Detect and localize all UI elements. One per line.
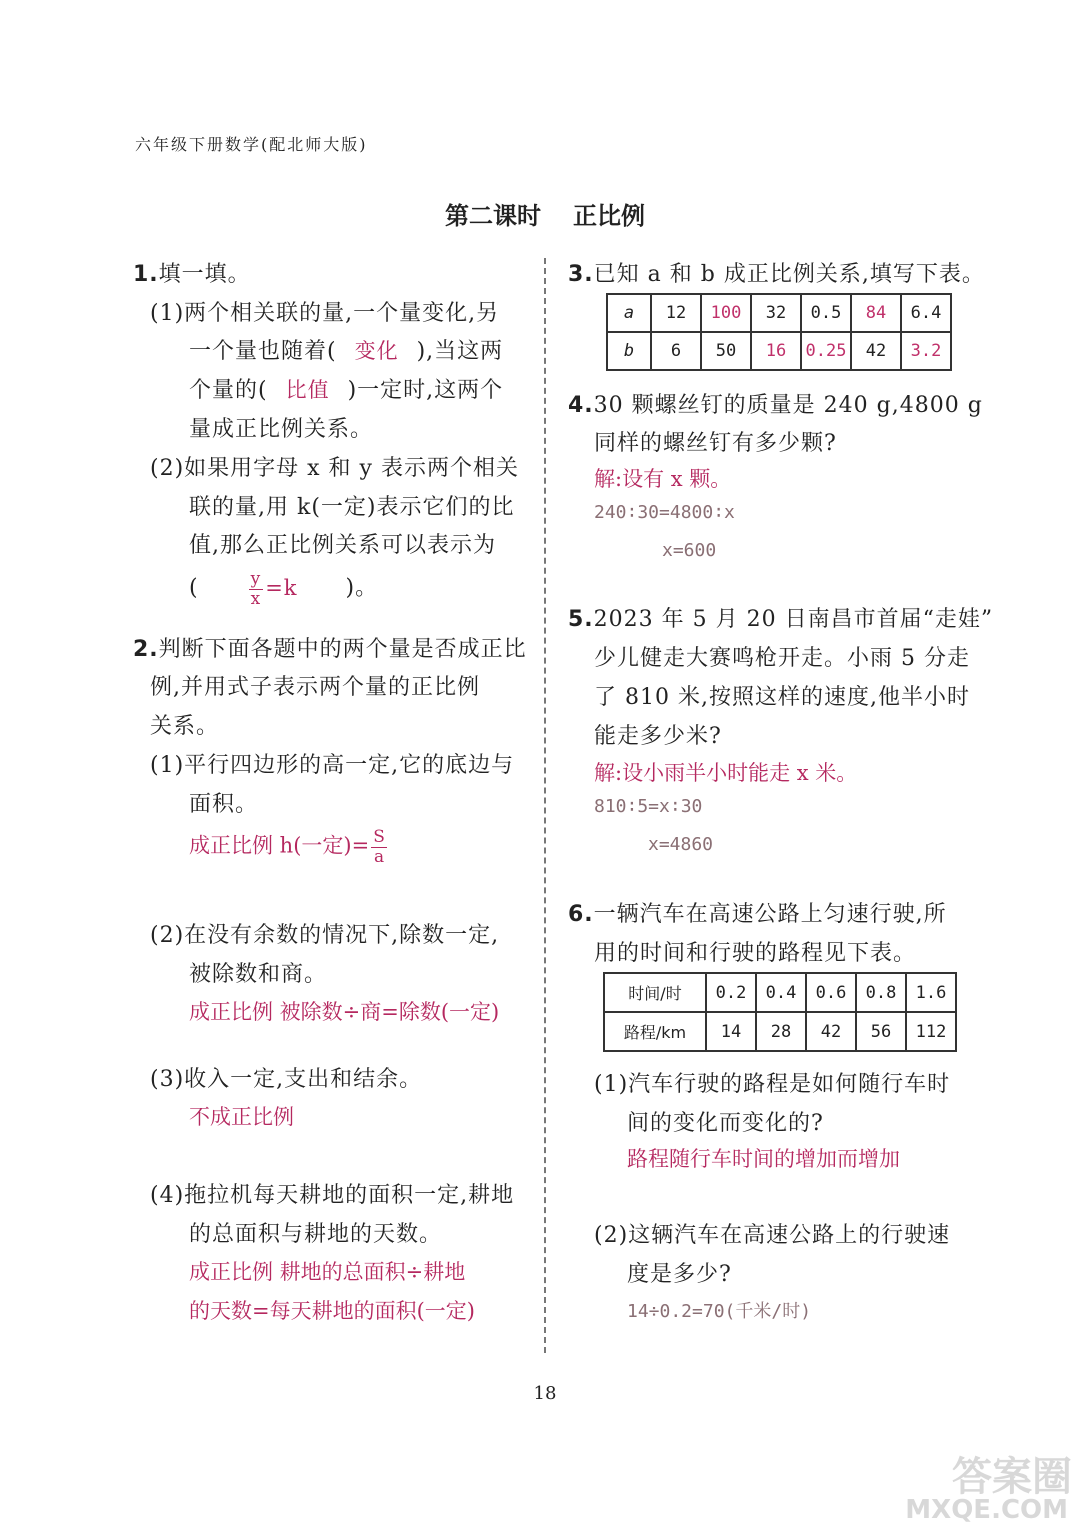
q5-answer3: x=4860: [648, 834, 714, 855]
q3-cell: 0.5: [801, 294, 851, 332]
q6-cell: 28: [756, 1012, 806, 1051]
q3-cell-answer: 100: [701, 294, 751, 332]
q6-cell: 0.6: [806, 973, 856, 1012]
book-header: 六年级下册数学(配北师大版): [135, 135, 368, 154]
q1-answer-change: 变化: [354, 339, 399, 363]
q2-s4-answer2: 的天数=每天耕地的面积(一定): [189, 1299, 475, 1323]
q6-s2-answer: 14÷0.2=70(千米/时): [627, 1301, 812, 1322]
q3-cell: 12: [651, 294, 701, 332]
q3-cell: 32: [751, 294, 801, 332]
q5-line2: 少儿健走大赛鸣枪开走。小雨 5 分走: [594, 646, 970, 671]
q6-row-distance: [604, 1012, 956, 1051]
q2-s2-line1: (2)在没有余数的情况下,除数一定,: [150, 923, 500, 948]
q1-p2-line3: 值,那么正比例关系可以表示为: [189, 533, 496, 558]
q5-answer2: 810∶5=x∶30: [594, 796, 703, 817]
q4-answer2: 240∶30=4800∶x: [594, 502, 735, 523]
q6-cell: 0.4: [756, 973, 806, 1012]
q1-p2-answer: ( $\frac{y}{x}$ =k )。: [189, 569, 379, 609]
q2-s1-line1: (1)平行四边形的高一定,它的底边与: [150, 753, 515, 778]
q1-p2-line2: 联的量,用 k(一定)表示它们的比: [189, 495, 515, 520]
q4-line2: 同样的螺丝钉有多少颗?: [594, 431, 837, 456]
q2-s3-answer: 不成正比例: [189, 1105, 294, 1129]
page-number: 18: [533, 1383, 557, 1404]
q6-s1-answer: 路程随行车时间的增加而增加: [627, 1147, 900, 1171]
q5-line4: 能走多少米?: [594, 724, 722, 749]
q6-line1: 6.一辆汽车在高速公路上匀速行驶,所: [568, 902, 947, 927]
q3-cell: b: [607, 332, 651, 370]
q1-p1-line2: 一个量也随着( 变化 ),当这两: [189, 334, 503, 365]
q6-s2-line1: (2)这辆汽车在高速公路上的行驶速: [594, 1223, 951, 1248]
q6-cell: 时间/时: [604, 973, 706, 1012]
q6-row-time: [604, 973, 956, 1012]
q6-s1-line1: (1)汽车行驶的路程是如何随行车时: [594, 1072, 951, 1097]
q3-table: [606, 293, 952, 371]
q5-line1: 5.2023 年 5 月 20 日南昌市首届“走娃”: [568, 607, 994, 632]
q6-cell: 42: [806, 1012, 856, 1051]
q3-cell-answer: 84: [851, 294, 901, 332]
q3-row-b: [607, 332, 951, 370]
q3-cell: 50: [701, 332, 751, 370]
q3-cell-answer: 0.25: [801, 332, 851, 370]
q2-s2-line2: 被除数和商。: [189, 962, 328, 987]
q2-s1-line2: 面积。: [189, 792, 259, 817]
q6-cell: 0.8: [856, 973, 906, 1012]
q4-answer3: x=600: [662, 540, 717, 561]
q6-table: [603, 972, 957, 1052]
q2-s4-answer1: 成正比例 耕地的总面积÷耕地: [189, 1260, 466, 1284]
q2-line1: 2.判断下面各题中的两个量是否成正比: [133, 637, 527, 662]
column-divider: [544, 258, 546, 1353]
q6-cell: 0.2: [706, 973, 756, 1012]
q3-cell: a: [607, 294, 651, 332]
q1-stem: 1.填一填。: [133, 262, 251, 287]
q2-s4-line2: 的总面积与耕地的天数。: [189, 1222, 443, 1247]
q1-p2-line1: (2)如果用字母 x 和 y 表示两个相关: [150, 456, 519, 481]
q3-cell: 6.4: [901, 294, 951, 332]
q1-p1-line3: 个量的( 比值 )一定时,这两个: [189, 373, 503, 404]
q6-cell: 56: [856, 1012, 906, 1051]
q3-cell: 6: [651, 332, 701, 370]
watermark-logo: 答案圈: [952, 1454, 1072, 1500]
q2-s3-line1: (3)收入一定,支出和结余。: [150, 1067, 423, 1092]
q5-answer1: 解:设小雨半小时能走 x 米。: [594, 761, 858, 785]
q6-cell: 1.6: [906, 973, 956, 1012]
q6-cell: 路程/km: [604, 1012, 706, 1051]
q6-s1-line2: 间的变化而变化的?: [627, 1111, 824, 1136]
q4-answer1: 解:设有 x 颗。: [594, 467, 732, 491]
q2-s2-answer: 成正比例 被除数÷商=除数(一定): [189, 1000, 500, 1024]
q3-cell: 42: [851, 332, 901, 370]
q2-s1-answer: 成正比例 h(一定)= $\frac{S}{a}$: [189, 827, 385, 867]
q1-p1-line4: 量成正比例关系。: [189, 417, 374, 442]
q6-cell: 14: [706, 1012, 756, 1051]
watermark-url: MXQE.COM: [905, 1495, 1068, 1525]
page-title: 第二课时 正比例: [445, 202, 645, 230]
q3-cell-answer: 16: [751, 332, 801, 370]
q3-row-a: [607, 294, 951, 332]
q3-cell-answer: 3.2: [901, 332, 951, 370]
q2-line3: 关系。: [150, 714, 220, 739]
q2-s4-line1: (4)拖拉机每天耕地的面积一定,耕地: [150, 1183, 515, 1208]
q6-line2: 用的时间和行驶的路程见下表。: [594, 941, 917, 966]
q1-answer-ratio: 比值: [285, 378, 330, 402]
q3-stem: 3.已知 a 和 b 成正比例关系,填写下表。: [568, 262, 985, 287]
q6-cell: 112: [906, 1012, 956, 1051]
q2-line2: 例,并用式子表示两个量的正比例: [150, 675, 480, 700]
q1-p1-line1: (1)两个相关联的量,一个量变化,另: [150, 301, 500, 326]
q6-s2-line2: 度是多少?: [627, 1262, 732, 1287]
q4-line1: 4.30 颗螺丝钉的质量是 240 g,4800 g: [568, 393, 983, 418]
q5-line3: 了 810 米,按照这样的速度,他半小时: [594, 685, 970, 710]
